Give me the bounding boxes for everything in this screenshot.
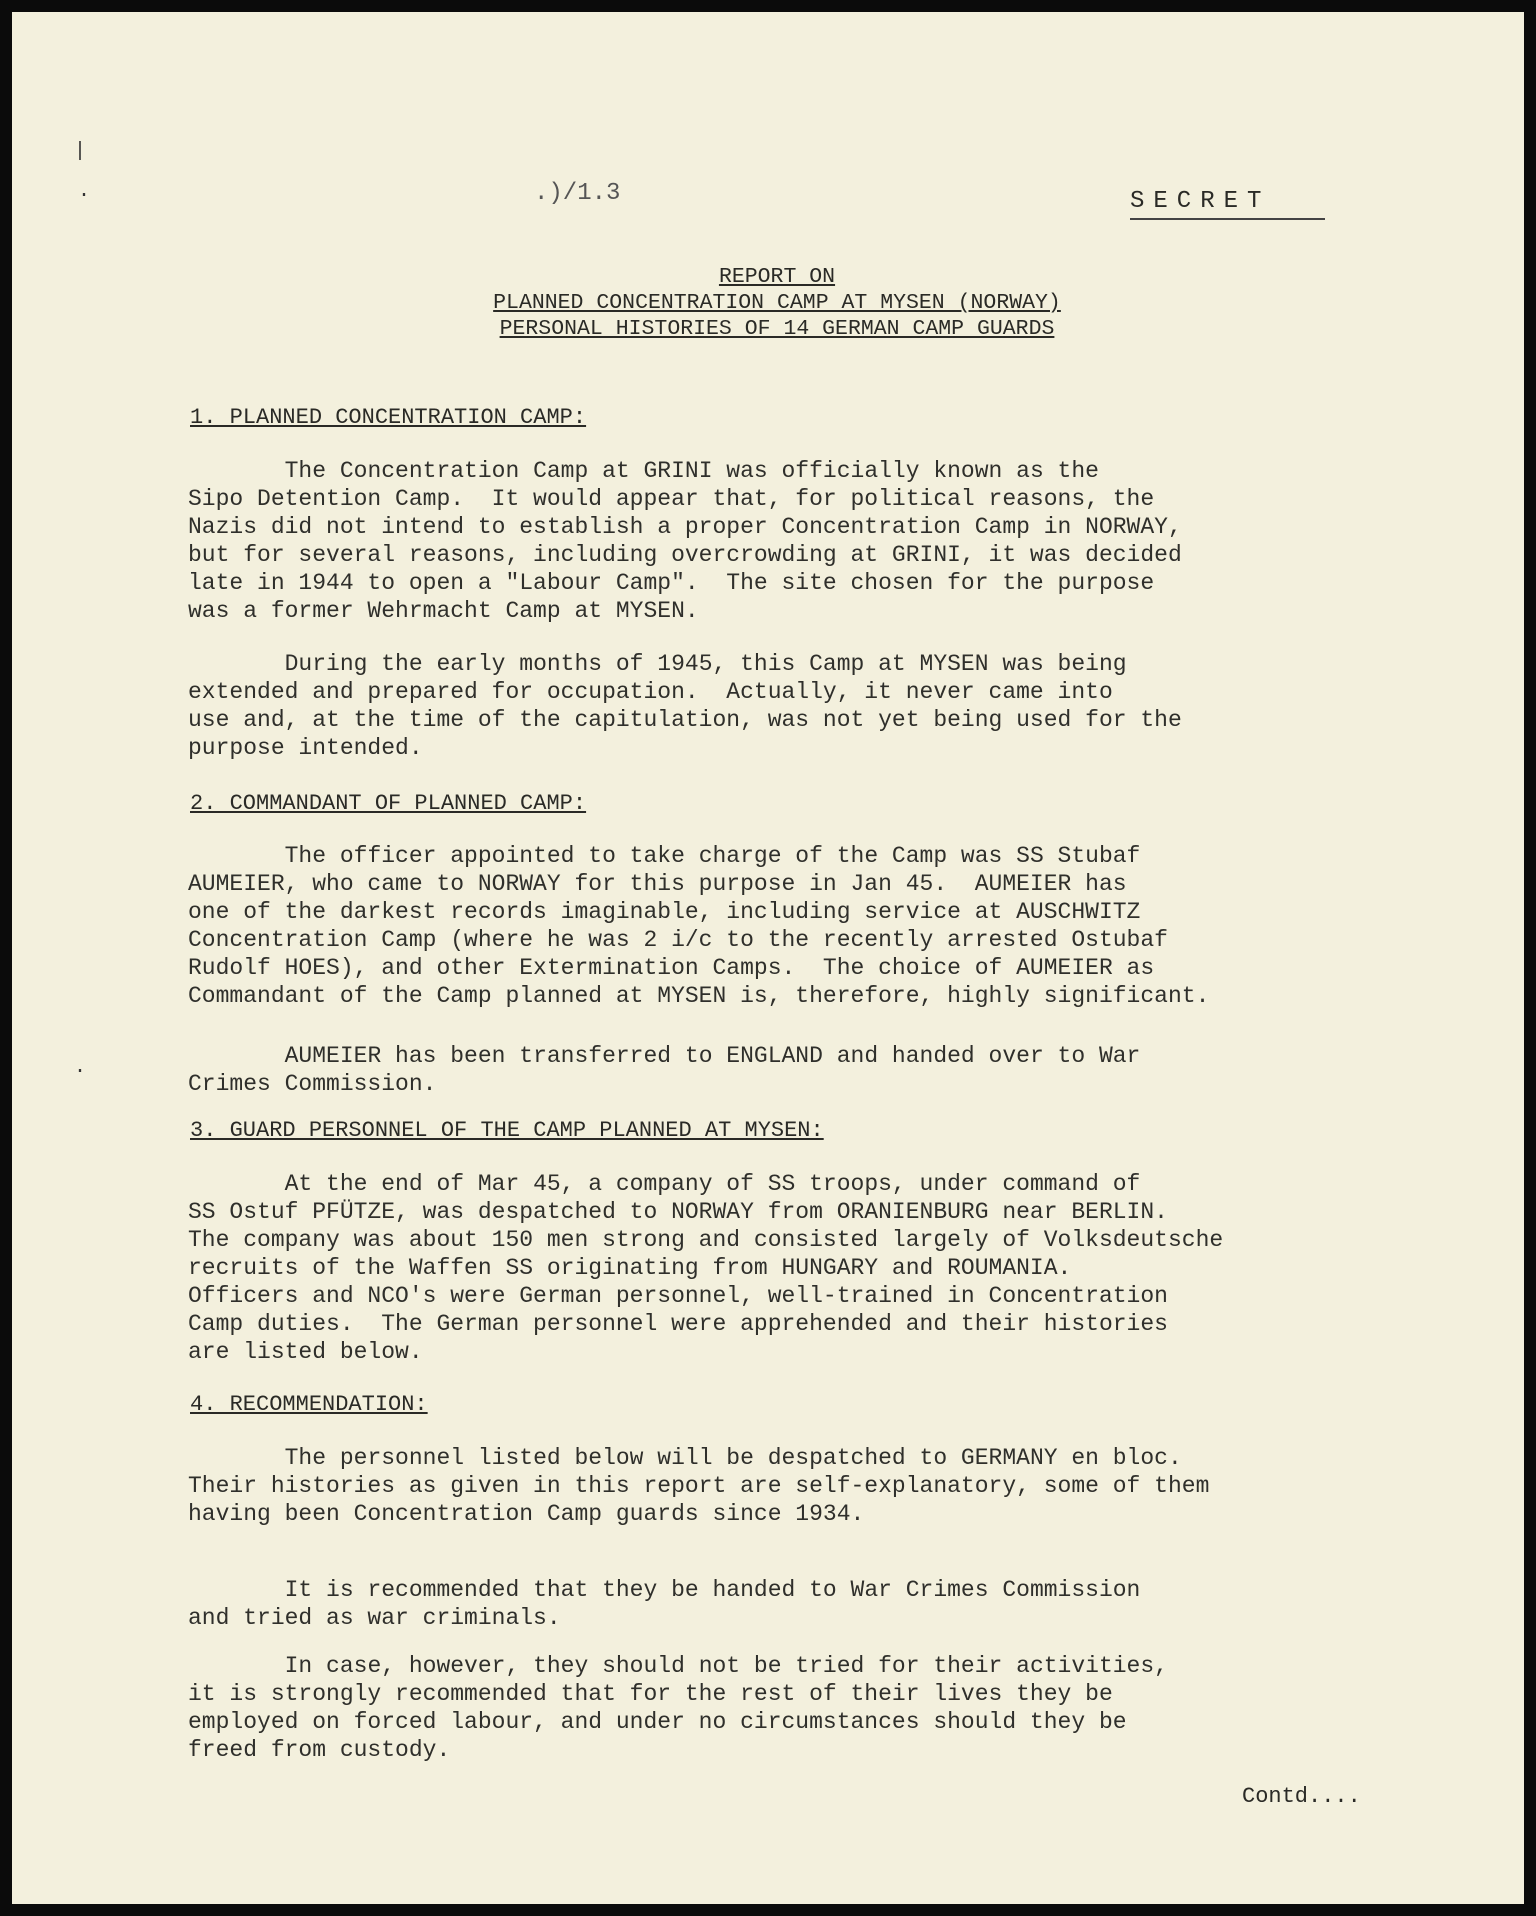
report-title bbox=[390, 264, 1164, 342]
title-line-1: REPORT ON bbox=[718, 265, 836, 289]
section-heading-2: 2. COMMANDANT OF PLANNED CAMP: bbox=[190, 791, 587, 816]
reference-number: .)/1.3 bbox=[534, 180, 621, 207]
title-line-2: PLANNED CONCENTRATION CAMP AT MYSEN (NORWAY) bbox=[493, 291, 1061, 315]
section-2-paragraph-1: The officer appointed to take charge of the Camp was SS Stubaf AUMEIER, who came to NORWAY for this purpose in Jan 45. AUMEIER has one of the darkest records imaginable, including service at AUSCHWITZ Concentration Camp (where he was 2 i/c to the recently arrested Ostubaf Rudolf HOES), and other Extermination Camps. The choice of AUMEIER as Commandant of the Camp planned at MYSEN is, therefore, highly significant. bbox=[188, 843, 1210, 1009]
section-4-paragraph-3: In case, however, they should not be tried for their activities, it is strongly recommended that for the rest of their lives they be employed on forced labour, and under no circumstances should they be freed from custody. bbox=[188, 1653, 1168, 1763]
continued-note: Contd.... bbox=[1242, 1784, 1361, 1809]
section-heading-1: 1. PLANNED CONCENTRATION CAMP: bbox=[190, 405, 587, 430]
section-4-paragraph-2: It is recommended that they be handed to War Crimes Commission and tried as war criminals. bbox=[188, 1577, 1141, 1631]
title-line-3: PERSONAL HISTORIES OF 14 GERMAN CAMP GUARDS bbox=[499, 317, 1055, 341]
section-heading-4: 4. RECOMMENDATION: bbox=[190, 1392, 428, 1417]
section-4-paragraph-1: The personnel listed below will be despatched to GERMANY en bloc. Their histories as given in this report are self-explanatory, some of them having been Concentration Camp guards since 1934. bbox=[188, 1445, 1210, 1527]
classification-label: SECRET bbox=[1130, 188, 1271, 215]
section-2-paragraph-2: AUMEIER has been transferred to ENGLAND and handed over to War Crimes Commission. bbox=[188, 1043, 1141, 1097]
classification-underline bbox=[1130, 218, 1325, 220]
margin-mark: · bbox=[78, 184, 91, 207]
section-1-paragraph-2: During the early months of 1945, this Camp at MYSEN was being extended and prepared for occupation. Actually, it never came into use and, at the time of the capitulation, was not yet being used for the purpose intended. bbox=[188, 651, 1182, 761]
margin-mark: · bbox=[74, 1060, 87, 1083]
document-page bbox=[12, 12, 1524, 1904]
section-heading-3: 3. GUARD PERSONNEL OF THE CAMP PLANNED AT MYSEN: bbox=[190, 1118, 824, 1143]
margin-mark: | bbox=[74, 140, 87, 163]
section-3-paragraph-1: At the end of Mar 45, a company of SS troops, under command of SS Ostuf PFÜTZE, was despatched to NORWAY from ORANIENBURG near BERLIN. The company was about 150 men strong and consisted largely of Volksdeutsche recruits of the Waffen SS originating from HUNGARY and ROUMANIA. Officers and NCO's were German personnel, well-trained in Concentration Camp duties. The German personnel were apprehended and their histories are listed below. bbox=[188, 1171, 1224, 1365]
section-1-paragraph-1: The Concentration Camp at GRINI was officially known as the Sipo Detention Camp. It would appear that, for political reasons, the Nazis did not intend to establish a proper Concentration Camp in NORWAY, but for several reasons, including overcrowding at GRINI, it was decided late in 1944 to open a "Labour Camp". The site chosen for the purpose was a former Wehrmacht Camp at MYSEN. bbox=[188, 458, 1182, 624]
